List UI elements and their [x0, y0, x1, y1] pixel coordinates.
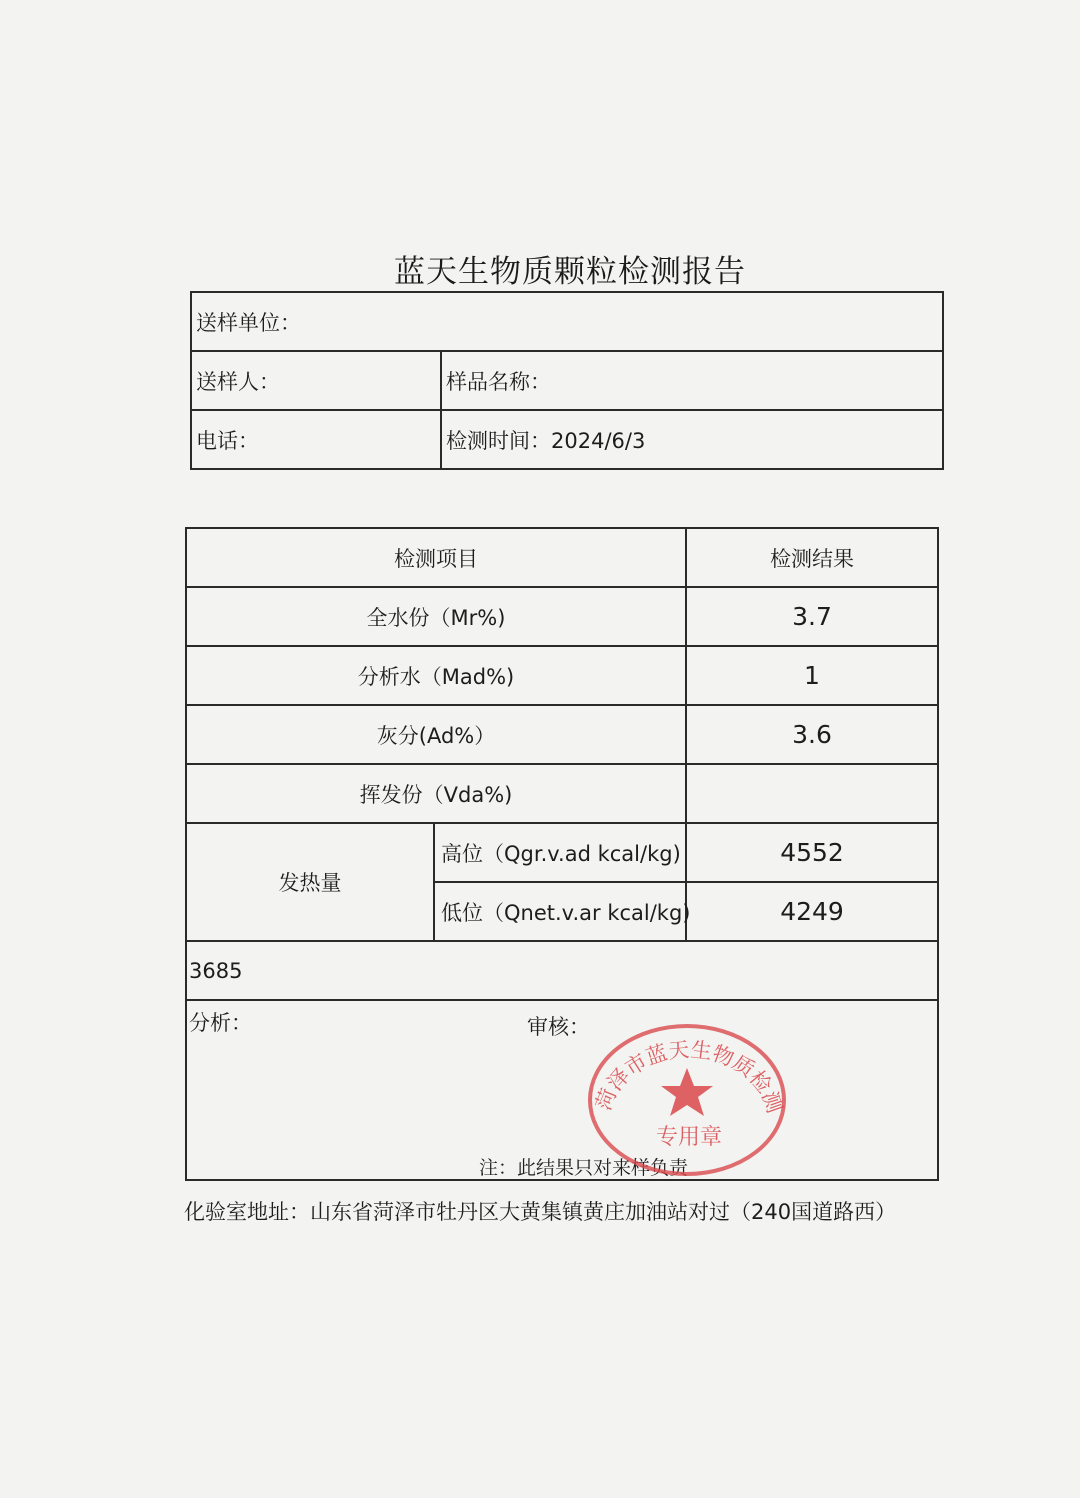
results-header-row	[186, 528, 938, 587]
lab-address: 化验室地址：山东省菏泽市牡丹区大黄集镇黄庄加油站对过（240国道路西）	[184, 1200, 897, 1224]
sample-name-label: 样品名称：	[441, 351, 943, 410]
official-seal	[585, 1020, 790, 1180]
sender-unit-row	[191, 292, 943, 351]
value-total-moisture: 3.7	[686, 587, 938, 646]
test-time: 检测时间：2024/6/3	[441, 410, 943, 469]
item-analysis-moisture: 分析水（Mad%)	[186, 646, 686, 705]
heat-high-value: 4552	[686, 823, 938, 882]
table-row	[186, 823, 938, 882]
signature-row	[186, 1000, 938, 1180]
header-test-item: 检测项目	[186, 528, 686, 587]
heat-value-label: 发热量	[186, 823, 434, 941]
table-row	[186, 941, 938, 1000]
sender-unit-label: 送样单位：	[191, 292, 943, 351]
table-row	[186, 705, 938, 764]
heat-high-label: 高位（Qgr.v.ad kcal/kg)	[434, 823, 686, 882]
test-results-table	[185, 527, 939, 1181]
sender-label: 送样人：	[191, 351, 441, 410]
signature-area	[186, 1000, 938, 1180]
heat-low-label: 低位（Qnet.v.ar kcal/kg)	[434, 882, 686, 941]
heat-low-value: 4249	[686, 882, 938, 941]
value-analysis-moisture: 1	[686, 646, 938, 705]
report-title: 蓝天生物质颗粒检测报告	[394, 254, 746, 290]
review-label: 审核：	[527, 1015, 590, 1039]
analysis-label: 分析：	[189, 1011, 252, 1035]
sample-info-table	[190, 291, 944, 470]
table-row	[186, 646, 938, 705]
disclaimer-note: 注：此结果只对来样负责	[479, 1157, 689, 1179]
item-ash: 灰分(Ad%）	[186, 705, 686, 764]
phone-row	[191, 410, 943, 469]
table-row	[186, 764, 938, 823]
item-volatile: 挥发份（Vda%)	[186, 764, 686, 823]
sender-row	[191, 351, 943, 410]
seal-bottom-text: 专用章	[655, 1125, 723, 1150]
extra-value: 3685	[186, 941, 938, 1000]
phone-label: 电话：	[191, 410, 441, 469]
seal-star-icon	[661, 1068, 713, 1116]
seal-arc-text: 菏泽市蓝天生物质检测	[591, 1037, 787, 1117]
value-ash: 3.6	[686, 705, 938, 764]
table-row	[186, 587, 938, 646]
item-total-moisture: 全水份（Mr%)	[186, 587, 686, 646]
header-test-result: 检测结果	[686, 528, 938, 587]
value-volatile	[686, 764, 938, 823]
